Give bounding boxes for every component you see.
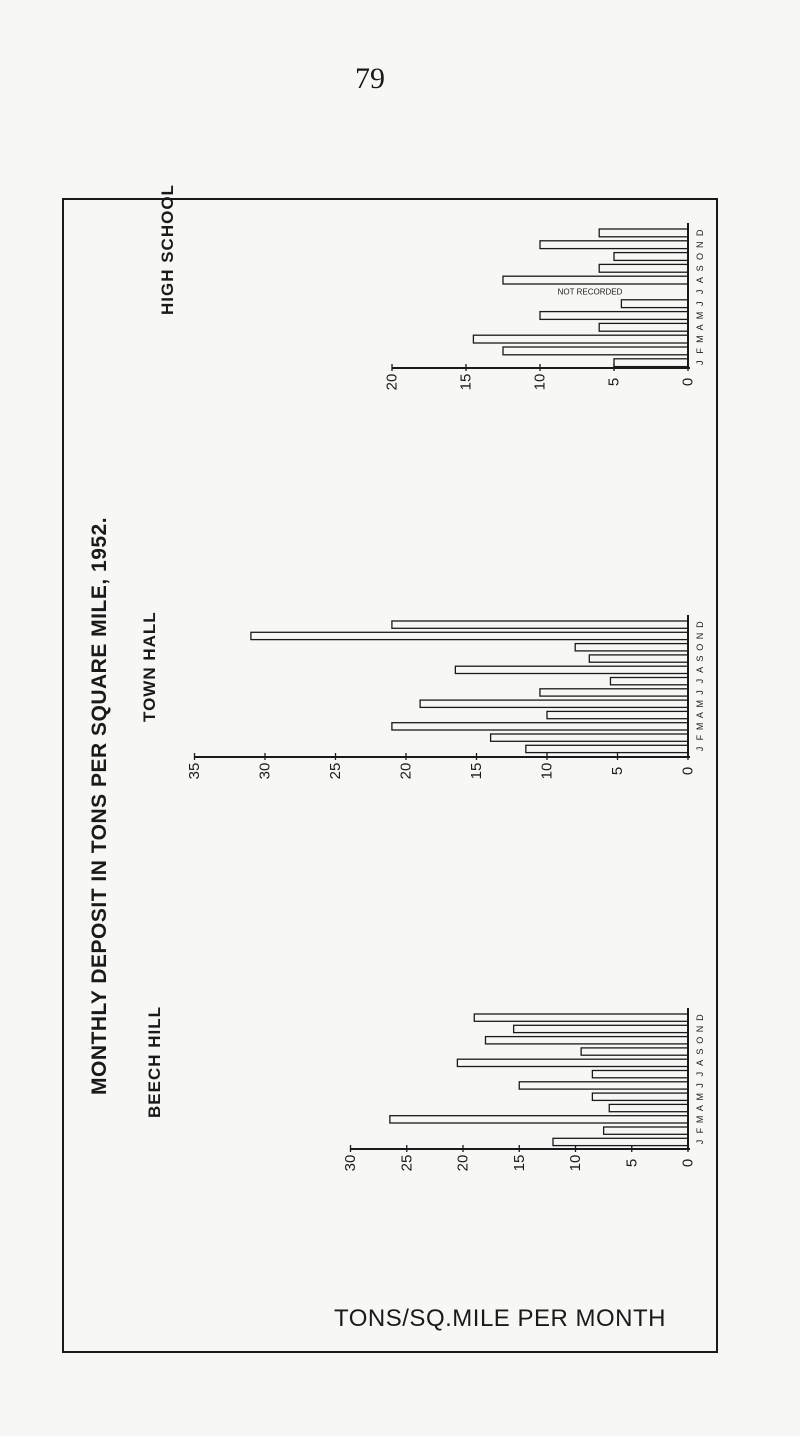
month-label-11: N: [695, 632, 705, 640]
month-label-10: O: [695, 643, 705, 651]
x-tick-label-0: 0: [679, 377, 697, 387]
month-label-8: A: [695, 1059, 705, 1066]
bar-j-7: [592, 1071, 688, 1078]
bar-m-5: [592, 1093, 688, 1100]
x-tick-label-15: 15: [457, 373, 475, 391]
bar-f-2: [604, 1127, 688, 1134]
month-label-7: J: [695, 289, 705, 295]
month-label-3: M: [695, 335, 705, 343]
month-label-8: A: [695, 277, 705, 284]
month-label-9: S: [695, 265, 705, 272]
month-label-2: F: [695, 734, 705, 741]
x-tick-label-0: 0: [679, 766, 697, 776]
month-label-11: N: [695, 1025, 705, 1033]
panel-title-town-hall: TOWN HALL: [140, 611, 159, 722]
x-tick-label-25: 25: [327, 762, 344, 780]
month-label-7: J: [695, 1071, 705, 1077]
month-label-5: M: [695, 1093, 705, 1101]
bar-d-12: [474, 1014, 688, 1021]
figure-title: MONTHLY DEPOSIT IN TONS PER SQUARE MILE, 1952.: [88, 516, 111, 1095]
month-label-4: A: [695, 712, 705, 719]
month-label-12: D: [695, 621, 705, 628]
x-tick-label-0: 0: [679, 1158, 697, 1168]
x-axis-label: TONS/SQ.MILE PER MONTH: [334, 1305, 666, 1332]
x-tick-label-15: 15: [510, 1154, 528, 1172]
x-tick-label-20: 20: [454, 1154, 472, 1172]
x-tick-label-30: 30: [342, 1154, 359, 1172]
x-tick-label-20: 20: [397, 762, 415, 780]
month-label-9: S: [695, 655, 705, 662]
month-label-12: D: [695, 1014, 705, 1021]
x-tick-label-10: 10: [567, 1154, 584, 1172]
month-label-1: J: [695, 360, 705, 365]
month-label-3: M: [695, 1115, 705, 1124]
month-label-5: M: [695, 311, 705, 320]
month-label-6: J: [695, 690, 705, 695]
x-tick-label-5: 5: [609, 766, 626, 776]
bar-j-6: [519, 1082, 688, 1089]
x-tick-label-15: 15: [468, 762, 485, 780]
x-tick-label-30: 30: [256, 762, 274, 780]
bar-a-4: [609, 1104, 688, 1111]
month-label-1: J: [695, 1139, 705, 1145]
month-label-11: N: [695, 241, 705, 248]
month-label-6: J: [695, 301, 705, 306]
page-number: 79: [355, 62, 385, 95]
month-label-12: D: [695, 229, 705, 237]
month-label-5: M: [695, 700, 705, 708]
annotation-not-recorded: NOT RECORDED: [557, 287, 623, 297]
bar-j-1: [553, 1138, 688, 1145]
month-label-10: O: [695, 1036, 705, 1044]
bar-a-8: [457, 1059, 688, 1066]
x-tick-label-10: 10: [538, 762, 556, 780]
x-tick-label-20: 20: [383, 373, 401, 391]
x-tick-label-25: 25: [398, 1154, 416, 1172]
bar-s-9: [581, 1048, 688, 1055]
month-label-8: A: [695, 666, 705, 673]
month-label-10: O: [695, 252, 705, 261]
x-tick-label-35: 35: [186, 762, 203, 780]
month-label-6: J: [695, 1083, 705, 1088]
month-label-3: M: [695, 722, 705, 731]
x-tick-label-5: 5: [605, 377, 623, 387]
month-label-2: F: [695, 1127, 705, 1134]
month-label-4: A: [695, 324, 705, 331]
panel-title-beech-hill: BEECH HILL: [145, 1006, 164, 1118]
bar-o-10: [486, 1037, 689, 1044]
panel-title-high-school: HIGH SCHOOL: [158, 184, 177, 315]
month-label-9: S: [695, 1048, 705, 1055]
bar-n-11: [514, 1025, 688, 1032]
month-label-1: J: [695, 746, 705, 752]
x-tick-label-10: 10: [531, 373, 549, 391]
x-tick-label-5: 5: [623, 1158, 641, 1168]
month-label-7: J: [695, 678, 705, 684]
month-label-4: A: [695, 1105, 705, 1112]
month-label-2: F: [695, 348, 705, 354]
bar-m-3: [390, 1116, 688, 1123]
